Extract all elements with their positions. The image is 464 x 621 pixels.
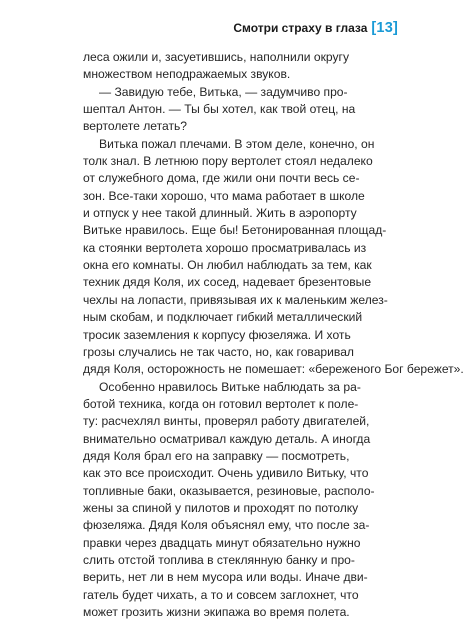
text-line: слить отстой топлива в стеклянную банку и про- [83,552,355,567]
text-line: толк знал. В летнюю пору вертолет стоял недалеко [83,154,373,169]
text-line: шептал Антон. — Ты бы хотел, как твой отец, на [83,102,356,117]
text-line: внимательно осматривал каждую деталь. А иногда [83,431,371,446]
text-line: может грозить жизни экипажа во время полета. [83,605,350,619]
text-line: фюзеляжа. Дядя Коля объяснял ему, что после за- [83,518,370,533]
text-line: вертолете летать? [83,119,188,134]
text-line: верить, нет ли в нем мусора или воды. Иначе дви- [83,570,368,585]
text-line: Витьке нравилось. Еще бы! Бетонированная площад- [83,223,387,238]
text-line: окна его комнаты. Он любил наблюдать за тем, как [83,258,372,273]
text-line: чехлы на лопасти, привязывая их к маленьким желез- [83,292,388,307]
text-line: топливные баки, оказывается, резиновые, располо- [83,483,375,498]
running-header [233,20,398,36]
text-line: леса ожили и, засуетившись, наполнили округу [83,50,349,64]
text-line: ка стоянки вертолета хорошо просматривалась из [83,240,367,255]
text-line: Витька пожал плечами. В этом деле, конечно, он [99,136,375,151]
text-line: и отпуск у нее такой длинный. Жить в аэропорту [83,206,357,221]
text-line: техник дядя Коля, их сосед, надевает брезентовые [83,275,372,290]
text-line: грозы случались не так часто, но, как говаривал [83,344,354,359]
page-number: [13] [371,20,398,36]
text-line: ным скобам, и подключает гибкий металлический [83,310,363,325]
text-line: ботой техника, когда он готовил вертолет к поле- [83,396,359,411]
paragraph [83,84,393,136]
paragraph [83,379,393,621]
paragraph [83,49,393,84]
chapter-title: Смотри страху в глаза [233,21,368,35]
text-line: зон. Все-таки хорошо, что мама работает в школе [83,188,365,203]
text-line: гатель будет чихать, а то и совсем заглохнет, что [83,587,359,602]
text-line: правки через двадцать минут обязательно нужно [83,535,361,550]
text-line: дядя Коля, осторожность не помешает: «береженого Бог бережет». [83,362,464,377]
text-line: Особенно нравилось Витьке наблюдать за ра- [99,379,361,394]
text-line: ту: расчехлял винты, проверял работу двигателей, [83,414,370,429]
text-line: жены за спиной у пилотов и проходят по потолку [83,500,359,515]
text-line: дядя Коля брал его на заправку — посмотреть, [83,448,350,463]
text-line: от служебного дома, где жили они почти весь се- [83,171,360,186]
text-line: множеством неподражаемых звуков. [83,67,291,82]
body-text [83,49,464,621]
text-line: — Завидую тебе, Витька, — задумчиво про- [99,84,348,99]
text-line: как это все происходит. Очень удивило Витьку, что [83,466,369,481]
paragraph [83,136,464,379]
text-line: тросик заземления к корпусу фюзеляжа. И хоть [83,327,351,342]
